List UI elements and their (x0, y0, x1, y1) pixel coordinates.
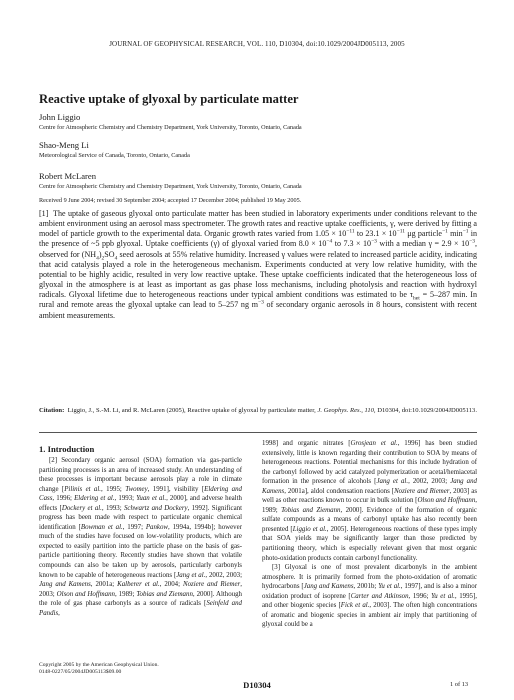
reference-author: Yuan et al. (136, 495, 167, 503)
body-text: , 1996; (408, 592, 432, 600)
body-text: , 1991], visibility [ (147, 485, 205, 493)
body-text: [3] Glyoxal is one of most prevalent dicarbonyls in the ambient atmosphere. It is primarily formed from the photo-oxidation of aromatic hydrocarbons [ (262, 564, 477, 591)
reference-author: Jang et al. (176, 571, 206, 579)
copyright-notice: Copyright 2005 by the American Geophysical Union. 0148-0227/05/2004JD005113$09.00 (39, 662, 159, 675)
right-column (262, 439, 477, 630)
reference-author: Pilinis et al. (64, 485, 102, 493)
article-id: D10304 (243, 680, 271, 690)
paragraph-marker: [1] (39, 209, 49, 218)
reference-author: Kalberer et al. (117, 581, 160, 589)
body-text: , 2004; (159, 581, 183, 589)
reference-author: Tobias and Ziemann (136, 590, 193, 598)
reference-author: Noziere and Riemer (182, 581, 241, 589)
citation: Citation: Liggio, J., S.-M. Li, and R. McLaren (2005), Reactive uptake of glyoxal by particulate matter, J. Geophys. Res., 110, D10304, doi:10.1029/2004JD005113. (39, 407, 477, 414)
article-title: Reactive uptake of glyoxal by particulate matter (39, 92, 299, 106)
author-name: John Liggio (39, 112, 81, 122)
body-text: , 1997; (122, 523, 146, 531)
left-column (39, 456, 242, 618)
body-text: , 1996; (52, 495, 75, 503)
section-heading: 1. Introduction (39, 444, 95, 454)
reference-author: Olson and Hoffmann (417, 497, 476, 505)
body-text: , 2002, 2003; (408, 478, 451, 486)
author-affiliation: Centre for Atmospheric Chemistry and Chemistry Department, York University, Toronto, Ontario, Canada (39, 183, 302, 190)
body-text: , 2003]. The often high concentrations of aromatic and biogenic species in ambient air imply that partitioning of glyoxal could be a (262, 602, 477, 629)
author-affiliation: Centre for Atmospheric Chemistry and Chemistry Department, York University, Toronto, Ontario, Canada (39, 124, 302, 131)
reference-author: Carter and Atkinson (350, 592, 409, 600)
reference-author: Jang and Kamens (262, 478, 478, 495)
citation-label: Citation: (39, 407, 65, 414)
body-text: , 2001b; (353, 583, 379, 591)
reference-author: Noziere and Riemer (394, 487, 450, 495)
body-paragraph (262, 563, 477, 630)
body-text: , 1994a, 1994b]; however much of the studies have focused on low-volatility products, which are expected to easily partition into the particle phase on the basis of gas-particle partitioning theory. Recently studies have shown that volatile compounds can also be taken up by aerosols, particularly carbonyls known to be capable of heterogeneous reactions [ (39, 523, 242, 579)
abstract: [1] The uptake of gaseous glyoxal onto particulate matter has been studied in laboratory experiments under conditions relevant to the ambient environment using an aerosol mass spectrometer. The growth rates and reactive uptake coefficients, γ, were derived by fitting a model of particle growth to the experimental data. Organic growth rates varied from $1.05 \times 10^{-11}$ to $23.1 \times 10^{-11}$ μg particle$^{-1}$ $\min^{-1}$ in the presence of ~5 ppb glyoxal. Uptake coefficients (γ) of glyoxal varied from $8.0 \times 10^{-4}$ to $7.3 \times 10^{-3}$ with a median $\gamma = 2.9 \times 10^{-3}$, observed for $(NH_4)_2SO_4$ seed aerosols at 55% relative humidity. Increased γ values were related to increased particle acidity, indicating that acid catalysis played a role in the heterogeneous mechanism. Experiments conducted at very low relative humidity, with the potential to be highly acidic, resulted in very low reactive uptake. These uptake coefficients indicated that the heterogeneous loss of glyoxal in the atmosphere is at least as important as gas phase loss mechanisms, including photolysis and reaction with hydroxyl radicals. Glyoxal lifetime due to heterogeneous reactions under typical ambient conditions was estimated to be $\tau_{het} = 5-287$ min. In rural and remote areas the glyoxal uptake can lead to 5–257 ng $m^{-3}$ of secondary organic aerosols in 8 hours, consistent with recent ambient measurements. (39, 209, 478, 320)
reference-author: Seinfeld and Pandis (39, 600, 242, 617)
reference-author: Dockery et al. (61, 504, 102, 512)
body-text: , 1993; (101, 504, 124, 512)
reference-author: Yu et al. (431, 592, 455, 600)
body-text: , 1996] has been studied extensively, little is known regarding their contribution to SOA by means of heterogeneous reactions. Potential mechanisms for this include hydration of the carbonyl followed by acid catalyzed polymerization or acetal/hemiacetal formation in the presence of alcohols [ (262, 440, 477, 486)
section-divider (39, 432, 477, 433)
reference-author: Olson and Hoffmann (56, 590, 115, 598)
reference-author: Eldering et al. (74, 495, 115, 503)
body-text: , 2001a; (90, 581, 118, 589)
body-text: , 1989; (114, 590, 137, 598)
reference-author: Jang and Kamens (39, 581, 91, 589)
reference-author: Jang et al. (376, 478, 409, 486)
body-text: , 2000], and adverse health effects [ (39, 495, 242, 512)
reference-author: Grosjean et al. (350, 440, 398, 447)
reference-author: Eldering and Cass (39, 485, 242, 503)
reference-author: Jang and Kamens (303, 583, 354, 591)
body-text: , 2003; (39, 581, 242, 598)
body-text: , 2000]. Although the role of gas phase carbonyls as a source of radicals [ (39, 590, 243, 608)
body-text: , 1995; (101, 485, 126, 493)
body-text: , 2000]. Evidence of the formation of organic sulfate compounds as a means of carbonyl uptake has also recently been presented [ (262, 506, 477, 533)
body-text: , (58, 609, 60, 617)
reference-author: Schwartz and Dockery (123, 504, 188, 512)
reference-author: Twomey (125, 485, 148, 493)
body-text: , 1989; (262, 497, 478, 514)
body-text: [2] Secondary organic aerosol (SOA) formation via gas-particle partitioning processes is an area of increased study. An understanding of these processes is important because aerosols play a role in climate change [ (39, 457, 242, 493)
author-name: Robert McLaren (39, 171, 97, 181)
body-text: , 2005]. Heterogeneous reactions of these types imply that SOA yields may be significantly larger than those predicted by partitioning theory, which is especially relevant given that most organic photo-oxidation products contain carbonyl functionality. (262, 525, 478, 562)
body-text: , 2003] as well as other reactions known to occur in bulk solution [ (262, 487, 477, 505)
received-dates: Received 9 June 2004; revised 30 September 2004; accepted 17 December 2004; published 19 May 2005. (39, 197, 302, 204)
reference-author: Liggio et al. (292, 525, 327, 533)
reference-author: Bowman et al. (80, 523, 123, 531)
reference-author: Fick et al. (340, 602, 370, 610)
body-paragraph (39, 456, 242, 618)
body-text: , 1997], and is also a minor oxidation product of isoprene [ (262, 583, 477, 600)
reference-author: Pankow (145, 523, 169, 531)
body-paragraph (262, 439, 477, 563)
journal-header: JOURNAL OF GEOPHYSICAL RESEARCH, VOL. 110, D10304, doi:10.1029/2004JD005113, 2005 (109, 40, 405, 48)
body-text: , 1995], and other biogenic species [ (262, 592, 477, 610)
body-text: , 2002, 2003; (205, 571, 242, 579)
body-text: , 1992]. Significant progress has been made with respect to particulate organic chemical identification [ (39, 504, 242, 531)
body-text: 1998] and organic nitrates [ (262, 440, 351, 447)
page-number: 1 of 13 (450, 681, 469, 688)
body-text: , 2001a], aldol condensation reactions [ (284, 487, 395, 495)
reference-author: Yu et al. (378, 583, 401, 591)
author-name: Shao-Meng Li (39, 140, 89, 150)
body-text: , 1993; (114, 495, 137, 503)
reference-author: Tobias and Ziemann (281, 506, 341, 514)
author-affiliation: Meteorological Service of Canada, Toronto, Ontario, Canada (39, 152, 190, 159)
